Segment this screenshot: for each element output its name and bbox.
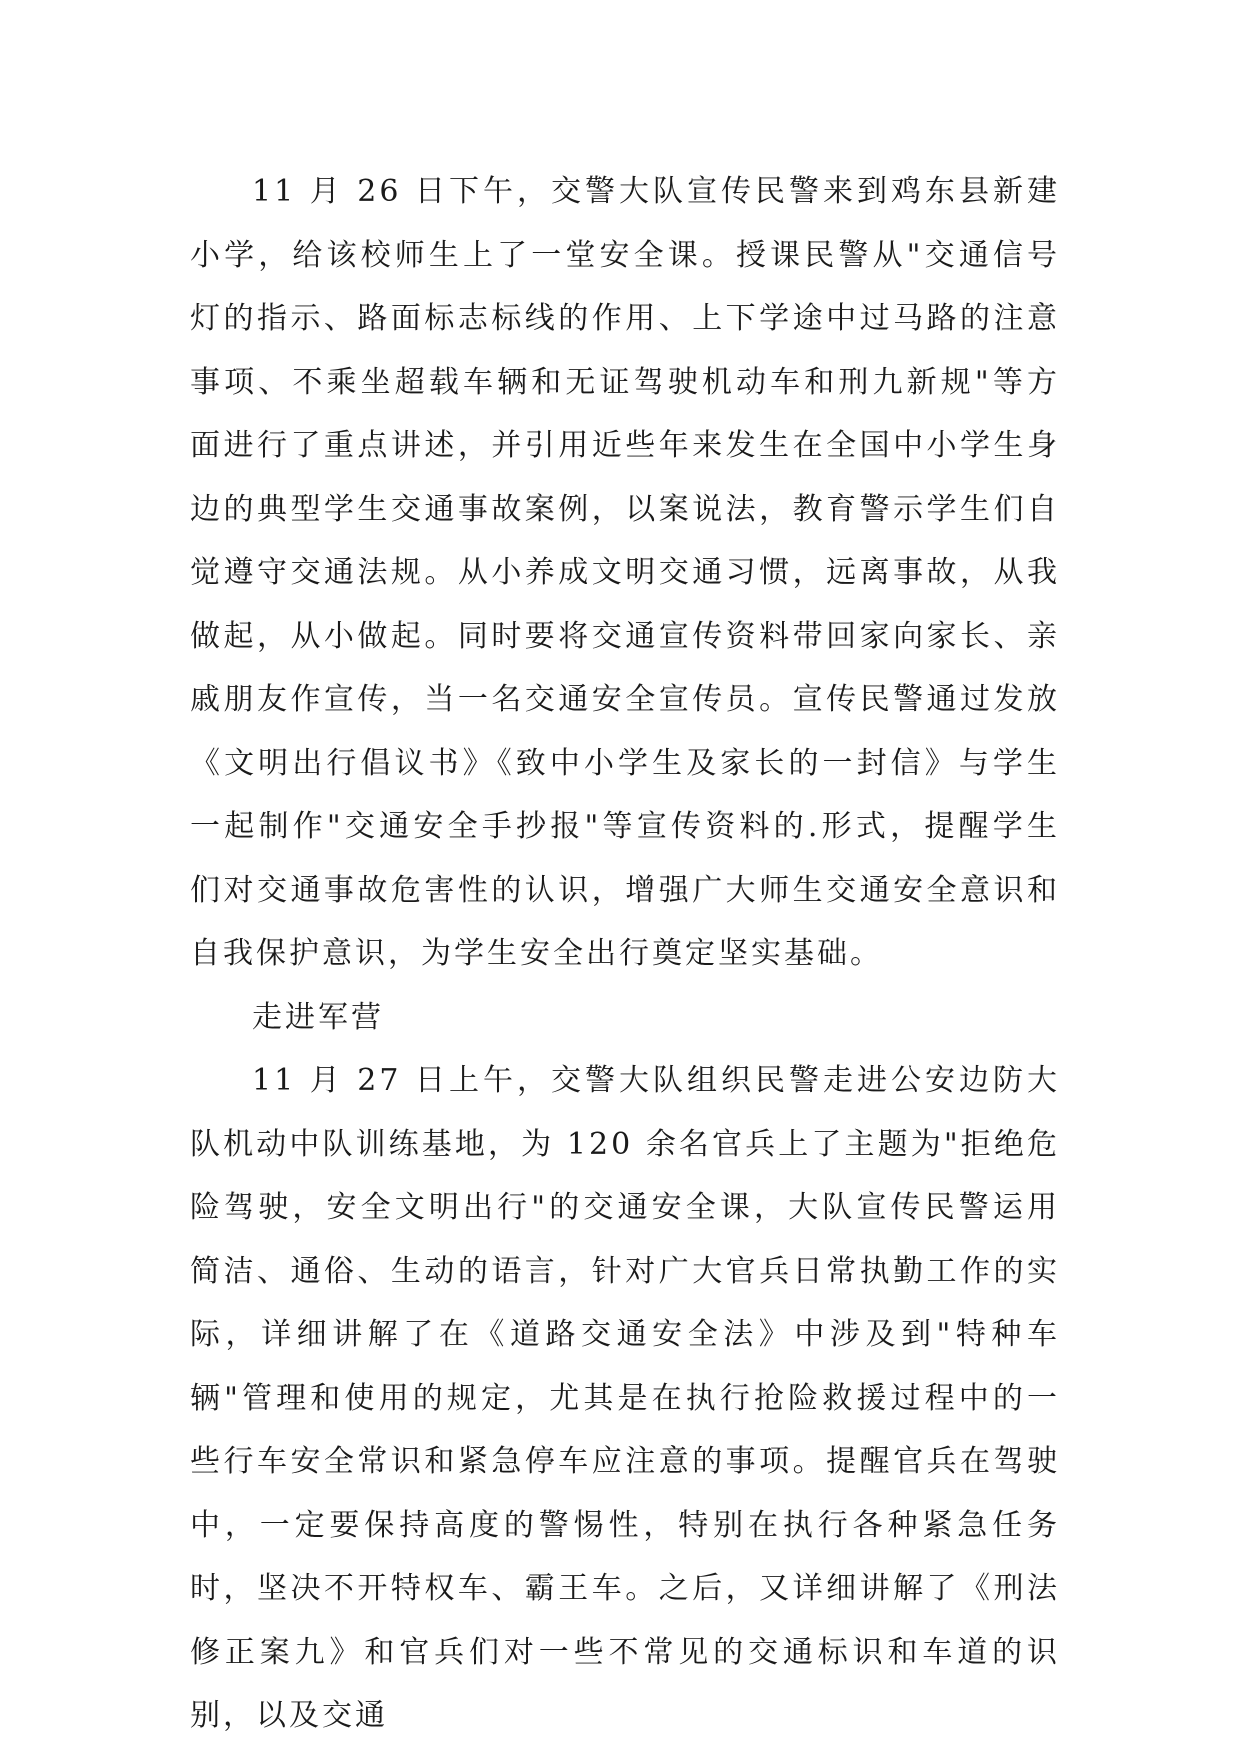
paragraph-military-safety-lesson: 11 月 27 日上午，交警大队组织民警走进公安边防大队机动中队训练基地，为 120 余名官兵上了主题为"拒绝危险驾驶，安全文明出行"的交通安全课，大队宣传民警运用简洁、通俗、生动的语言，针对广大官兵日常执勤工作的实际，详细讲解了在《道路交通安全法》中涉及到"特种车辆"管理和使用的规定，尤其是在执行抢险救援过程中的一些行车安全常识和紧急停车应注意的事项。提醒官兵在驾驶中，一定要保持高度的警惕性，特别在执行各种紧急任务时，坚决不开特权车、霸王车。之后，又详细讲解了《刑法修正案九》和官兵们对一些不常见的交通标识和车道的识别，以及交通 [190, 1063, 1060, 1733]
document-body [190, 160, 1060, 1748]
section-heading-military-camp: 走进军营 [252, 999, 384, 1035]
paragraph-school-safety-lesson: 11 月 26 日下午，交警大队宣传民警来到鸡东县新建小学，给该校师生上了一堂安全课。授课民警从"交通信号灯的指示、路面标志标线的作用、上下学途中过马路的注意事项、不乘坐超载车辆和无证驾驶机动车和刑九新规"等方面进行了重点讲述，并引用近些年来发生在全国中小学生身边的典型学生交通事故案例，以案说法，教育警示学生们自觉遵守交通法规。从小养成文明交通习惯，远离事故，从我做起，从小做起。同时要将交通宣传资料带回家向家长、亲戚朋友作宣传，当一名交通安全宣传员。宣传民警通过发放《文明出行倡议书》《致中小学生及家长的一封信》与学生一起制作"交通安全手抄报"等宣传资料的.形式，提醒学生们对交通事故危害性的认识，增强广大师生交通安全意识和自我保护意识，为学生安全出行奠定坚实基础。 [190, 174, 1060, 971]
